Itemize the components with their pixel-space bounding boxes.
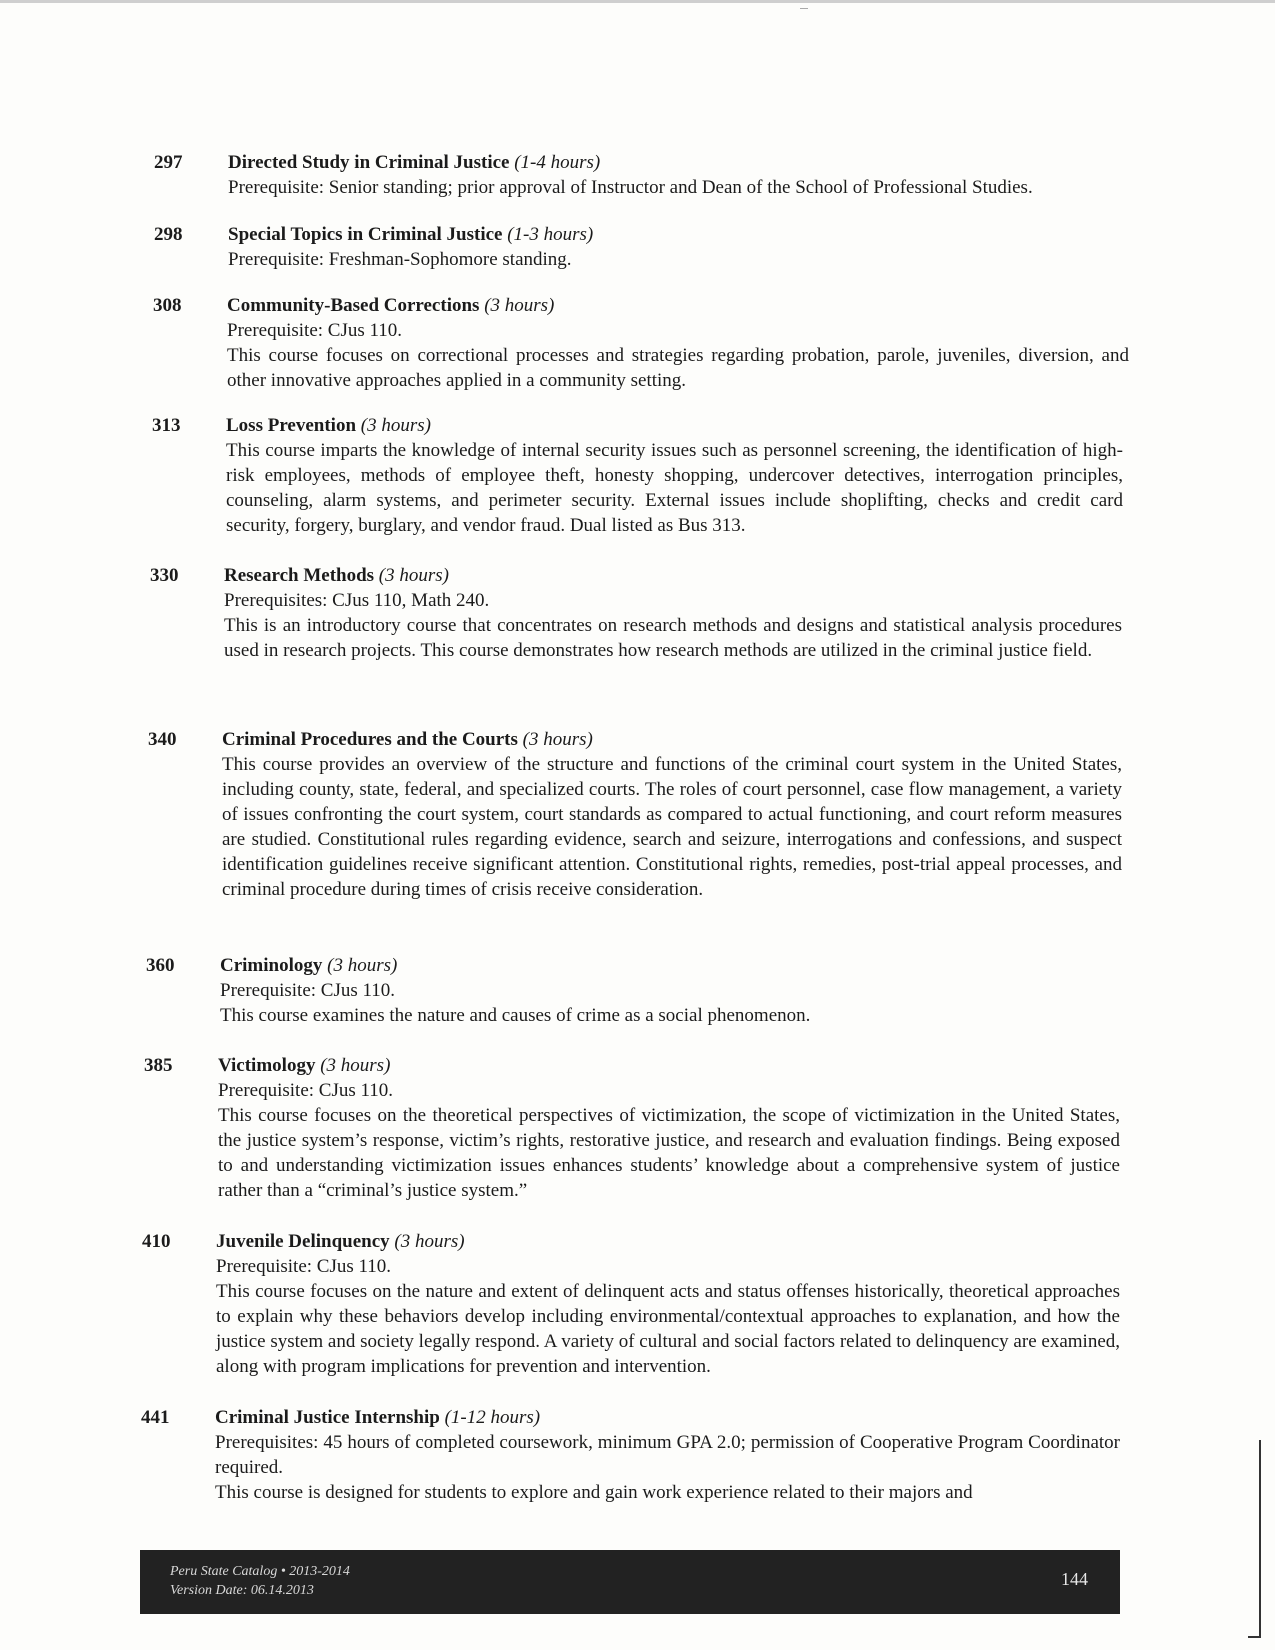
course-number: 330 [150, 565, 179, 586]
course-title: Loss Prevention [226, 415, 357, 436]
scan-top-edge [0, 0, 1275, 3]
course-hours: (3 hours) [484, 295, 555, 316]
course-prerequisite: Prerequisite: CJus 110. [216, 1256, 392, 1277]
footer-catalog-info [170, 1562, 350, 1600]
course-number: 298 [154, 224, 183, 245]
footer-version: Version Date: 06.14.2013 [170, 1583, 314, 1598]
course-description: This course focuses on the nature and extent of delinquent acts and status offenses historically, theoretical approaches to explain why these behaviors develop including environmental/contextual approaches to explanation, and how the justice system and society legally respond. A variety of cultural and social factors related to delinquency are examined, along with program implications for prevention and intervention. [216, 1281, 1120, 1377]
course-description: This course examines the nature and causes of crime as a social phenomenon. [220, 1005, 811, 1026]
course-title-line [220, 953, 1120, 978]
course-description: This course focuses on the theoretical perspectives of victimization, the scope of victimization in the United States, the justice system’s response, victim’s rights, restorative justice, and research and evaluation findings. Being exposed to and understanding victimization issues enhances students’ knowledge about a comprehensive system of justice rather than a “criminal’s justice system.” [218, 1105, 1120, 1201]
course-hours: (3 hours) [360, 415, 431, 436]
course-title-line [224, 563, 1122, 588]
course-prerequisite: Prerequisites: 45 hours of completed coursework, minimum GPA 2.0; permission of Cooperative Program Coordinator required. [215, 1432, 1120, 1478]
scan-right-edge [1259, 1440, 1261, 1638]
course-hours: (1-4 hours) [514, 152, 601, 173]
course-number: 308 [153, 295, 182, 316]
course-prerequisite: Prerequisites: CJus 110, Math 240. [224, 590, 490, 611]
course-hours: (1-3 hours) [507, 224, 594, 245]
course-title-line [226, 413, 1123, 438]
course-hours: (3 hours) [327, 955, 398, 976]
course-description: This course imparts the knowledge of internal security issues such as personnel screening, the identification of high-risk employees, methods of employee theft, honesty shopping, undercover detectives, interrogation principles, counseling, alarm systems, and perimeter security. External issues include shoplifting, checks and credit card security, forgery, burglary, and vendor fraud. Dual listed as Bus 313. [226, 440, 1123, 536]
course-number: 385 [144, 1055, 173, 1076]
course-prerequisite: Prerequisite: Senior standing; prior approval of Instructor and Dean of the School of Professional Studies. [228, 177, 1033, 198]
course-description: This is an introductory course that concentrates on research methods and designs and statistical analysis procedures used in research projects. This course demonstrates how research methods are utilized in the criminal justice field. [224, 615, 1122, 661]
course-number: 313 [152, 415, 181, 436]
course-title: Criminal Justice Internship [215, 1407, 440, 1428]
course-hours: (3 hours) [320, 1055, 391, 1076]
course-hours: (3 hours) [394, 1231, 465, 1252]
course-number: 340 [148, 729, 177, 750]
page-footer [140, 1550, 1120, 1614]
course-number: 410 [142, 1231, 171, 1252]
course-title-line [227, 293, 1129, 318]
course-title: Victimology [218, 1055, 316, 1076]
footer-catalog: Peru State Catalog • 2013-2014 [170, 1564, 350, 1579]
course-title-line [228, 222, 1094, 247]
course-title: Special Topics in Criminal Justice [228, 224, 503, 245]
course-prerequisite: Prerequisite: CJus 110. [218, 1080, 394, 1101]
scan-corner-edge [1248, 1636, 1261, 1638]
page-number: 144 [1061, 1569, 1088, 1589]
course-title-line [218, 1053, 1120, 1078]
course-title-line [222, 727, 1122, 752]
course-description: This course provides an overview of the structure and functions of the criminal court system in the United States, including county, state, federal, and specialized courts. The roles of court personnel, case flow management, a variety of issues confronting the court system, court standards as compared to actual functioning, and court reform measures are studied. Constitutional rules regarding evidence, search and seizure, interrogations and confessions, and suspect identification guidelines receive significant attention. Constitutional rights, remedies, post-trial appeal processes, and criminal procedure during times of crisis receive consideration. [222, 754, 1122, 900]
course-title: Criminal Procedures and the Courts [222, 729, 518, 750]
course-hours: (3 hours) [522, 729, 593, 750]
course-title: Community-Based Corrections [227, 295, 480, 316]
course-hours: (1-12 hours) [444, 1407, 541, 1428]
scan-mark [800, 8, 808, 9]
course-title: Research Methods [224, 565, 375, 586]
course-hours: (3 hours) [378, 565, 449, 586]
course-prerequisite: Prerequisite: Freshman-Sophomore standing. [228, 249, 572, 270]
course-description: This course is designed for students to explore and gain work experience related to their majors and [215, 1482, 973, 1503]
course-number: 297 [154, 152, 183, 173]
course-number: 441 [141, 1407, 170, 1428]
course-title: Juvenile Delinquency [216, 1231, 390, 1252]
course-title: Criminology [220, 955, 323, 976]
course-title-line [228, 150, 1094, 175]
course-title-line [215, 1405, 1120, 1430]
course-title-line [216, 1229, 1120, 1254]
course-title: Directed Study in Criminal Justice [228, 152, 510, 173]
course-prerequisite: Prerequisite: CJus 110. [220, 980, 396, 1001]
course-prerequisite: Prerequisite: CJus 110. [227, 320, 403, 341]
course-description: This course focuses on correctional processes and strategies regarding probation, parole, juveniles, diversion, and other innovative approaches applied in a community setting. [227, 345, 1129, 391]
course-number: 360 [146, 955, 175, 976]
